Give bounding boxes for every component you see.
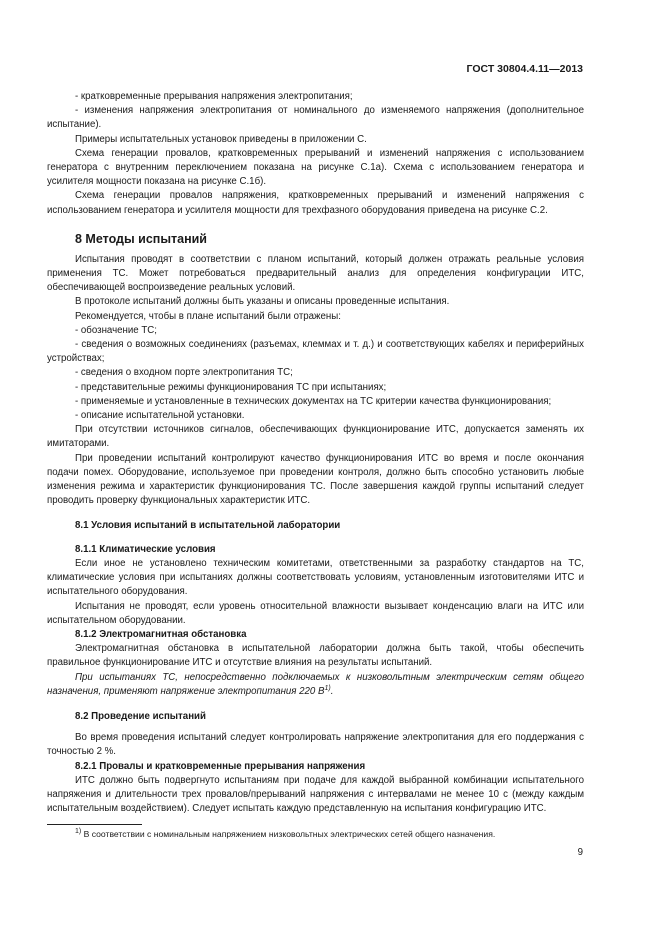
- list-item: - сведения о возможных соединениях (разъемах, клеммах и т. д.) и соответствующих кабелях и периферийных устройствах;: [47, 339, 584, 365]
- section-8-1-2-title: 8.1.2 Электромагнитная обстановка: [75, 628, 247, 640]
- list-item: - описание испытательной установки.: [75, 410, 245, 422]
- list-item: - кратковременные прерывания напряжения электропитания;: [75, 91, 353, 102]
- paragraph: В протоколе испытаний должны быть указаны и описаны проведенные испытания.: [75, 296, 450, 308]
- paragraph: При проведении испытаний контролируют качество функционирования ИТС во время и после окончания подачи помех. Оборудование, используемое при проведении контроля, должно быть способно установить любые изменения режима и характеристик функционирования ТС. После завершения каждой группы испытаний следует проводить проверку функциональных характеристик ИТС.: [47, 452, 584, 507]
- paragraph: Испытания не проводят, если уровень относительной влажности вызывает конденсацию влаги на ИТС или испытательном оборудовании.: [47, 600, 584, 626]
- paragraph: ИТС должно быть подвергнуто испытаниям при подаче для каждой выбранной комбинации испытательного напряжения и длительности трех провалов/прерываний напряжения с интервалами не менее 10 с (между каждым испытательным воздействием). Следует испытать каждую представленную на испытания конфигурацию ИТС.: [47, 774, 584, 815]
- body-text: [47, 90, 584, 816]
- italic-paragraph: При испытаниях ТС, непосредственно подключаемых к низковольтным электрическим сетям общего назначения, применяют напряжение электропитания 220 $В^{1)}$.: [47, 671, 584, 697]
- standard-header: ГОСТ 30804.4.11—2013: [466, 63, 583, 75]
- list-item: - изменения напряжения электропитания от номинального до изменяемого напряжения (дополнительное испытание).: [47, 105, 584, 131]
- list-item: - обозначение ТС;: [75, 324, 157, 336]
- section-8-1-title: 8.1 Условия испытаний в испытательной лаборатории: [75, 520, 341, 532]
- paragraph: Если иное не установлено техническим комитетами, ответственными за разработку стандартов на ТС, климатические условия при испытаниях должны соответствовать условиям, установленным изготовителями ИТС и испытательного оборудования.: [47, 557, 584, 598]
- list-item: - сведения о входном порте электропитания ТС;: [75, 367, 293, 379]
- footnote-ref[interactable]: 1): [324, 684, 331, 692]
- paragraph: Схема генерации провалов напряжения, кратковременных прерываний и изменений напряжения с использованием генератора и усилителя мощности для трехфазного оборудования приведена на рисунке С.2.: [47, 190, 584, 216]
- paragraph: Рекомендуется, чтобы в плане испытаний были отражены:: [75, 310, 341, 322]
- page-number: 9: [577, 847, 583, 858]
- section-8-2-1-title: 8.2.1 Провалы и кратковременные прерывания напряжения: [75, 760, 366, 772]
- footnote: [75, 829, 585, 840]
- italic-text: При испытаниях ТС, непосредственно подключаемых к низковольтным электрическим сетям общего назначения, применяют напряжение электропитания 220 В: [47, 671, 584, 697]
- footnote-text: В соответствии с номинальным напряжением низковольтных электрических сетей общего назначения.: [83, 829, 496, 839]
- paragraph: При отсутствии источников сигналов, обеспечивающих функционирование ИТС, допускается заменять их имитаторами.: [47, 424, 584, 450]
- list-item: - представительные режимы функционирования ТС при испытаниях;: [75, 381, 387, 393]
- paragraph: Во время проведения испытаний следует контролировать напряжение электропитания для его поддержания с точностью 2 %.: [47, 732, 584, 758]
- paragraph: Схема генерации провалов, кратковременных прерываний и изменений напряжения с использованием генератора с внутренним переключением показана на рисунке С.1а). Схема с использованием генератора и усилителя мощности показана на рисунке С.1б).: [47, 147, 584, 188]
- section-8-1-1-title: 8.1.1 Климатические условия: [75, 543, 216, 555]
- footnote-mark: 1): [75, 828, 82, 835]
- footnote-divider: [47, 824, 142, 825]
- section-8-2-title: 8.2 Проведение испытаний: [75, 710, 206, 722]
- section-8-title: 8 Методы испытаний: [75, 231, 207, 246]
- paragraph: Примеры испытательных установок приведены в приложении С.: [75, 133, 367, 145]
- paragraph: Испытания проводят в соответствии с планом испытаний, который должен отражать реальные условия применения ТС. Может потребоваться предварительный анализ для определения конфигурации ИТС, обеспечивающей воспроизведение реальных условий.: [47, 253, 584, 294]
- paragraph: Электромагнитная обстановка в испытательной лаборатории должна быть такой, чтобы обеспечить правильное функционирование ИТС и отсутствие влияния на результаты испытаний.: [47, 643, 584, 669]
- list-item: - применяемые и установленные в технических документах на ТС критерии качества функционирования;: [75, 395, 552, 407]
